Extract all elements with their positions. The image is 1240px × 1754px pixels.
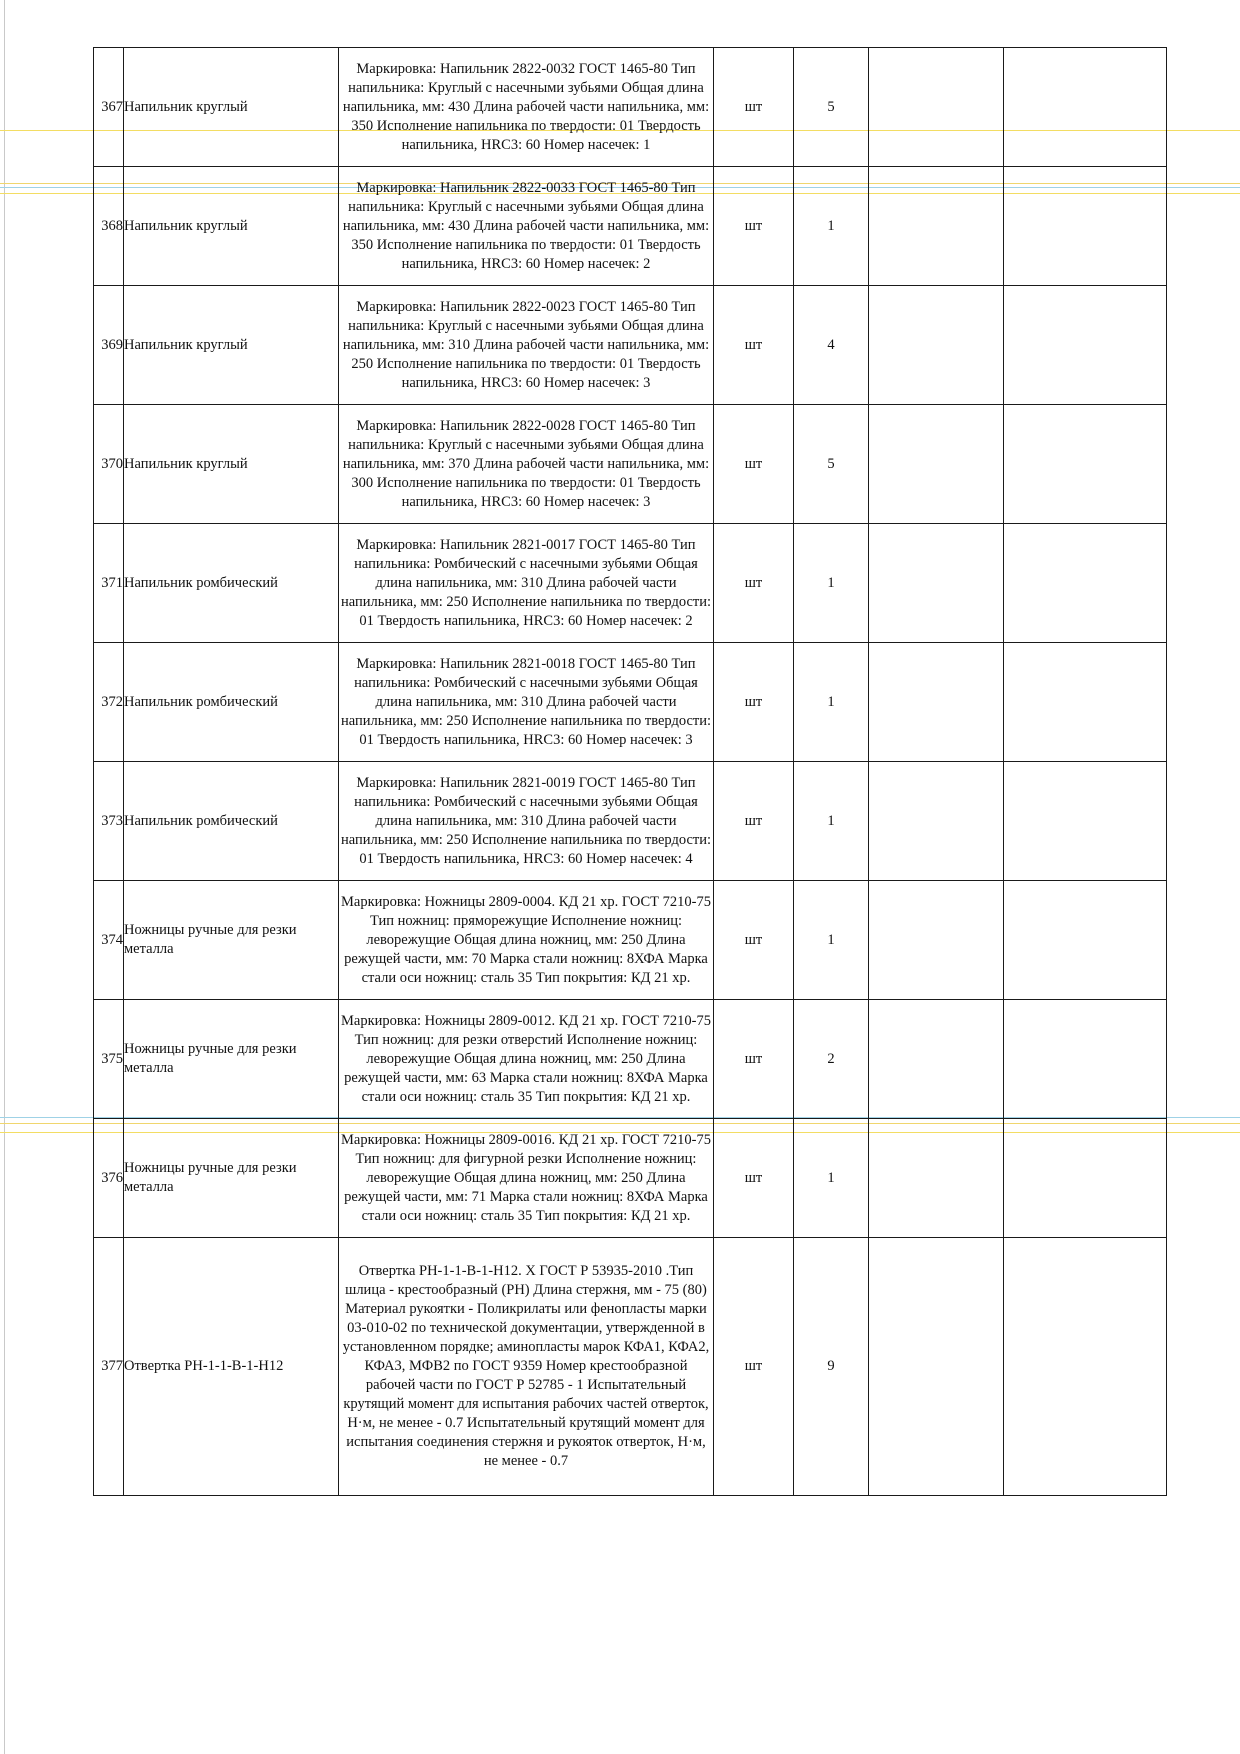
- table-row: [94, 524, 1167, 643]
- item-unit: шт: [714, 1000, 794, 1119]
- table-row: [94, 643, 1167, 762]
- empty-cell: [869, 1119, 1004, 1238]
- item-unit: шт: [714, 1119, 794, 1238]
- empty-cell: [1004, 48, 1167, 167]
- item-quantity: 1: [794, 524, 869, 643]
- table-row: [94, 286, 1167, 405]
- scan-edge: [4, 0, 5, 1754]
- row-number: 370: [94, 405, 124, 524]
- item-unit: шт: [714, 881, 794, 1000]
- table-row: [94, 1000, 1167, 1119]
- empty-cell: [869, 881, 1004, 1000]
- item-description: Маркировка: Напильник 2822-0032 ГОСТ 1465-80 Тип напильника: Круглый с насечными зубьями Общая длина напильника, мм: 430 Длина рабочей части напильника, мм: 350 Исполнение напильника по твердости: 01 Твердость напильника, HRC3: 60 Номер насечек: 1: [339, 48, 714, 167]
- empty-cell: [869, 1238, 1004, 1496]
- item-description: Маркировка: Напильник 2822-0023 ГОСТ 1465-80 Тип напильника: Круглый с насечными зубьями Общая длина напильника, мм: 310 Длина рабочей части напильника, мм: 250 Исполнение напильника по твердости: 01 Твердость напильника, HRC3: 60 Номер насечек: 3: [339, 286, 714, 405]
- item-name: Напильник круглый: [124, 286, 339, 405]
- item-quantity: 1: [794, 762, 869, 881]
- item-description: Маркировка: Напильник 2821-0019 ГОСТ 1465-80 Тип напильника: Ромбический с насечными зубьями Общая длина напильника, мм: 310 Длина рабочей части напильника, мм: 250 Исполнение напильника по твердости: 01 Твердость напильника, HRC3: 60 Номер насечек: 4: [339, 762, 714, 881]
- item-quantity: 5: [794, 48, 869, 167]
- item-quantity: 4: [794, 286, 869, 405]
- empty-cell: [869, 1000, 1004, 1119]
- item-name: Ножницы ручные для резки металла: [124, 1119, 339, 1238]
- specification-table: [93, 47, 1167, 1496]
- item-description: Маркировка: Ножницы 2809-0004. КД 21 хр. ГОСТ 7210-75 Тип ножниц: пряморежущие Исполнение ножниц: леворежущие Общая длина ножниц, мм: 250 Длина режущей части, мм: 70 Марка стали ножниц: 8ХФА Марка стали оси ножниц: сталь 35 Тип покрытия: КД 21 хр.: [339, 881, 714, 1000]
- row-number: 374: [94, 881, 124, 1000]
- item-quantity: 2: [794, 1000, 869, 1119]
- table-row: [94, 405, 1167, 524]
- table-row: [94, 1119, 1167, 1238]
- row-number: 376: [94, 1119, 124, 1238]
- item-name: Ножницы ручные для резки металла: [124, 1000, 339, 1119]
- item-quantity: 1: [794, 881, 869, 1000]
- item-unit: шт: [714, 1238, 794, 1496]
- row-number: 367: [94, 48, 124, 167]
- table-row: [94, 881, 1167, 1000]
- empty-cell: [869, 167, 1004, 286]
- empty-cell: [1004, 167, 1167, 286]
- empty-cell: [1004, 1238, 1167, 1496]
- item-description: Маркировка: Ножницы 2809-0012. КД 21 хр. ГОСТ 7210-75 Тип ножниц: для резки отверстий Исполнение ножниц: леворежущие Общая длина ножниц, мм: 250 Длина режущей части, мм: 63 Марка стали ножниц: 8ХФА Марка стали оси ножниц: сталь 35 Тип покрытия: КД 21 хр.: [339, 1000, 714, 1119]
- empty-cell: [1004, 643, 1167, 762]
- empty-cell: [869, 762, 1004, 881]
- item-unit: шт: [714, 524, 794, 643]
- item-name: Напильник круглый: [124, 167, 339, 286]
- item-unit: шт: [714, 48, 794, 167]
- item-quantity: 1: [794, 643, 869, 762]
- item-description: Маркировка: Напильник 2822-0033 ГОСТ 1465-80 Тип напильника: Круглый с насечными зубьями Общая длина напильника, мм: 430 Длина рабочей части напильника, мм: 350 Исполнение напильника по твердости: 01 Твердость напильника, HRC3: 60 Номер насечек: 2: [339, 167, 714, 286]
- item-name: Напильник ромбический: [124, 762, 339, 881]
- item-quantity: 1: [794, 1119, 869, 1238]
- empty-cell: [869, 286, 1004, 405]
- item-name: Отвертка PH-1-1-B-1-H12: [124, 1238, 339, 1496]
- row-number: 368: [94, 167, 124, 286]
- item-unit: шт: [714, 643, 794, 762]
- row-number: 377: [94, 1238, 124, 1496]
- row-number: 373: [94, 762, 124, 881]
- empty-cell: [1004, 1119, 1167, 1238]
- item-description: Маркировка: Напильник 2821-0017 ГОСТ 1465-80 Тип напильника: Ромбический с насечными зубьями Общая длина напильника, мм: 310 Длина рабочей части напильника, мм: 250 Исполнение напильника по твердости: 01 Твердость напильника, HRC3: 60 Номер насечек: 2: [339, 524, 714, 643]
- item-name: Напильник ромбический: [124, 643, 339, 762]
- item-unit: шт: [714, 405, 794, 524]
- empty-cell: [1004, 881, 1167, 1000]
- table-row: [94, 1238, 1167, 1496]
- item-name: Ножницы ручные для резки металла: [124, 881, 339, 1000]
- item-unit: шт: [714, 167, 794, 286]
- item-name: Напильник круглый: [124, 48, 339, 167]
- item-name: Напильник круглый: [124, 405, 339, 524]
- empty-cell: [869, 48, 1004, 167]
- row-number: 372: [94, 643, 124, 762]
- item-description: Маркировка: Напильник 2821-0018 ГОСТ 1465-80 Тип напильника: Ромбический с насечными зубьями Общая длина напильника, мм: 310 Длина рабочей части напильника, мм: 250 Исполнение напильника по твердости: 01 Твердость напильника, HRC3: 60 Номер насечек: 3: [339, 643, 714, 762]
- empty-cell: [1004, 762, 1167, 881]
- item-unit: шт: [714, 286, 794, 405]
- item-name: Напильник ромбический: [124, 524, 339, 643]
- row-number: 375: [94, 1000, 124, 1119]
- row-number: 369: [94, 286, 124, 405]
- empty-cell: [1004, 286, 1167, 405]
- table-row: [94, 48, 1167, 167]
- item-description: Маркировка: Ножницы 2809-0016. КД 21 хр. ГОСТ 7210-75 Тип ножниц: для фигурной резки Исполнение ножниц: леворежущие Общая длина ножниц, мм: 250 Длина режущей части, мм: 71 Марка стали ножниц: 8ХФА Марка стали оси ножниц: сталь 35 Тип покрытия: КД 21 хр.: [339, 1119, 714, 1238]
- empty-cell: [869, 643, 1004, 762]
- table-row: [94, 167, 1167, 286]
- row-number: 371: [94, 524, 124, 643]
- empty-cell: [869, 405, 1004, 524]
- item-quantity: 1: [794, 167, 869, 286]
- empty-cell: [1004, 1000, 1167, 1119]
- empty-cell: [1004, 524, 1167, 643]
- table-row: [94, 762, 1167, 881]
- item-description: Отвертка PH-1-1-B-1-H12. Х ГОСТ Р 53935-2010 .Тип шлица - крестообразный (PH) Длина стержня, мм - 75 (80) Материал рукоятки - Поликрилаты или фенопласты марки 03-010-02 по технической документации, утвержденной в установленном порядке; аминопласты марок КФА1, КФА2, КФА3, МФВ2 по ГОСТ 9359 Номер крестообразной рабочей части по ГОСТ Р 52785 - 1 Испытательный крутящий момент для испытания рабочих частей отверток, Н·м, не менее - 0.7 Испытательный крутящий момент для испытания соединения стержня и рукояток отверток, Н·м, не менее - 0.7: [339, 1238, 714, 1496]
- item-unit: шт: [714, 762, 794, 881]
- item-quantity: 5: [794, 405, 869, 524]
- item-description: Маркировка: Напильник 2822-0028 ГОСТ 1465-80 Тип напильника: Круглый с насечными зубьями Общая длина напильника, мм: 370 Длина рабочей части напильника, мм: 300 Исполнение напильника по твердости: 01 Твердость напильника, HRC3: 60 Номер насечек: 3: [339, 405, 714, 524]
- empty-cell: [869, 524, 1004, 643]
- item-quantity: 9: [794, 1238, 869, 1496]
- empty-cell: [1004, 405, 1167, 524]
